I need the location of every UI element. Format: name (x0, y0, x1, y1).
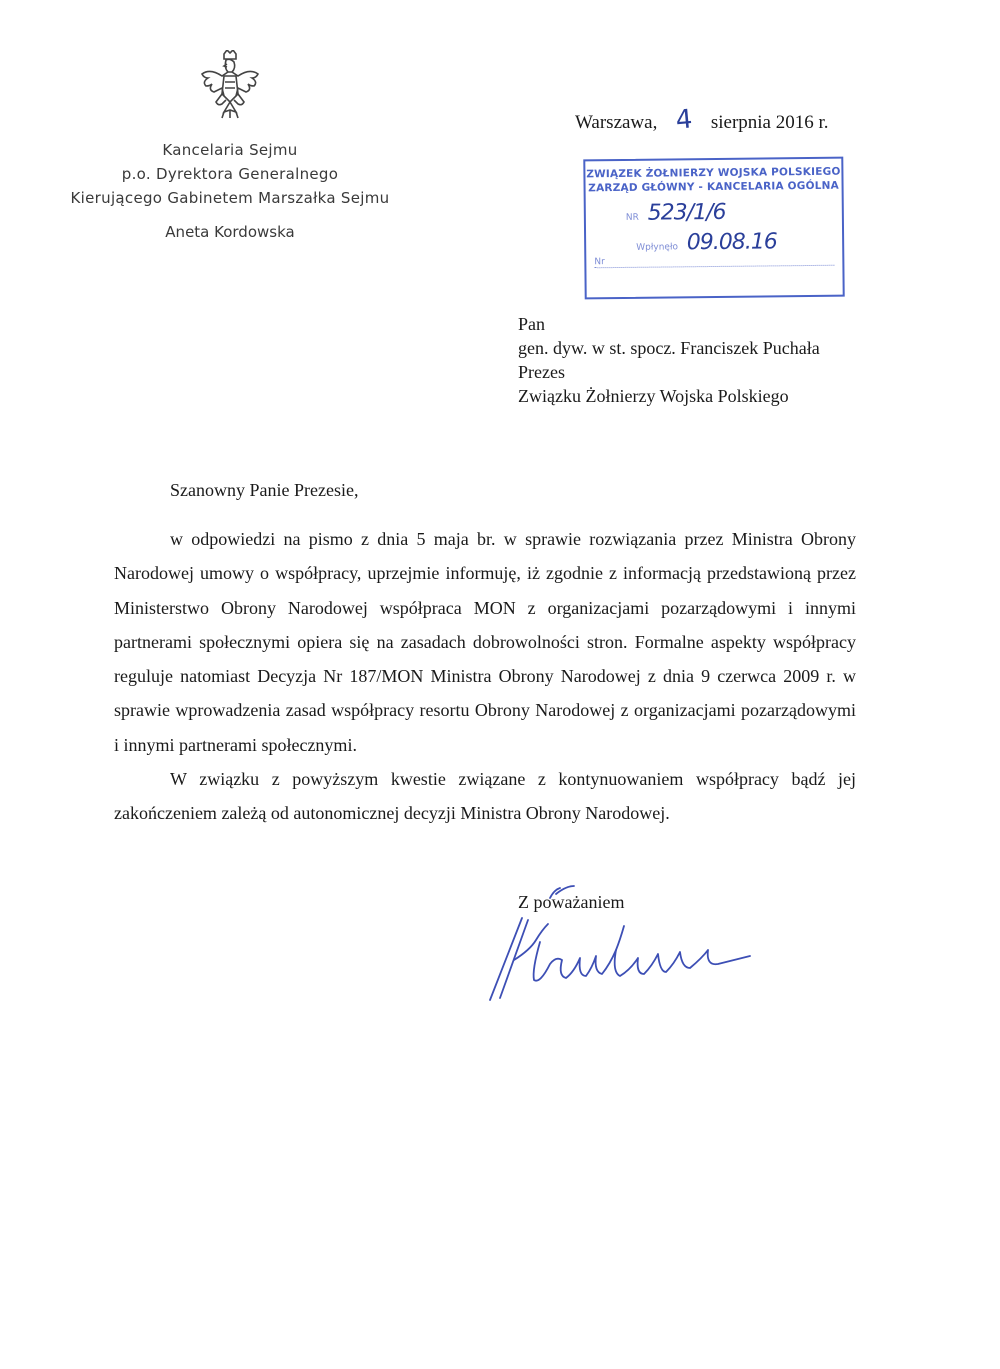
date-month-year: sierpnia 2016 r. (710, 112, 829, 133)
letter-date (575, 105, 829, 135)
stamp-received-value: 09.08.16 (686, 229, 777, 256)
paragraph-1: w odpowiedzi na pismo z dnia 5 maja br. w sprawie rozwiązania przez Ministra Obrony Narodowej umowy o współpracy, uprzejmie informuję, iż zgodnie z informacją przedstawioną przez Ministerstwo Obrony Narodowej współpraca MON z organizacjami pozarządowymi i innymi partnerami społecznymi opiera się na zasadach dobrowolności stron. Formalne aspekty współpracy reguluje natomiast Decyzja Nr 187/MON Ministra Obrony Narodowej z dnia 9 czerwca 2009 r. w sprawie wprowadzenia zasad współpracy resortu Obrony Narodowej z organizacjami pozarządowymi i innymi partnerami społecznymi. (114, 529, 856, 755)
letter-body (114, 522, 856, 831)
date-day-handwritten: 4 (674, 104, 694, 136)
sender-block (40, 50, 420, 244)
recipient-line3: Prezes (518, 362, 565, 382)
recipient-line2: gen. dyw. w st. spocz. Franciszek Puchała (518, 338, 820, 358)
registry-stamp (583, 157, 844, 300)
sender-name: Aneta Kordowska (165, 223, 295, 241)
stamp-received-label: Wpłynęło (636, 242, 679, 253)
sender-office: Kancelaria Sejmu (162, 141, 298, 159)
stamp-nr-value: 523/1/6 (647, 199, 726, 226)
polish-eagle-emblem-icon (198, 50, 262, 124)
date-place: Warszawa, (575, 112, 658, 133)
salutation: Szanowny Panie Prezesie, (170, 480, 359, 500)
handwritten-signature-icon (470, 880, 760, 1030)
stamp-nr-label: NR (625, 212, 639, 223)
stamp-org-line1: ZWIĄZEK ŻOŁNIERZY WOJSKA POLSKIEGO (586, 165, 841, 181)
sender-title: p.o. Dyrektora Generalnego (121, 165, 339, 183)
closing-phrase: Z poważaniem (518, 892, 625, 912)
stamp-nr2-label: Nr (594, 257, 605, 268)
stamp-nr-row (626, 199, 834, 226)
recipient-address (518, 312, 820, 408)
recipient-line4: Związku Żołnierzy Wojska Polskiego (518, 386, 789, 406)
recipient-line1: Pan (518, 314, 545, 334)
paragraph-2: W związku z powyższym kwestie związane z kontynuowaniem współpracy bądź jej zakończeniem zależą od autonomicznej decyzji Ministra Obrony Narodowej. (114, 769, 856, 824)
stamp-nr2-row (594, 255, 834, 269)
stamp-org-line2: ZARZĄD GŁÓWNY - KANCELARIA OGÓLNA (588, 179, 839, 195)
stamp-received-row (636, 229, 834, 256)
sender-position: Kierującego Gabinetem Marszałka Sejmu (70, 189, 390, 207)
